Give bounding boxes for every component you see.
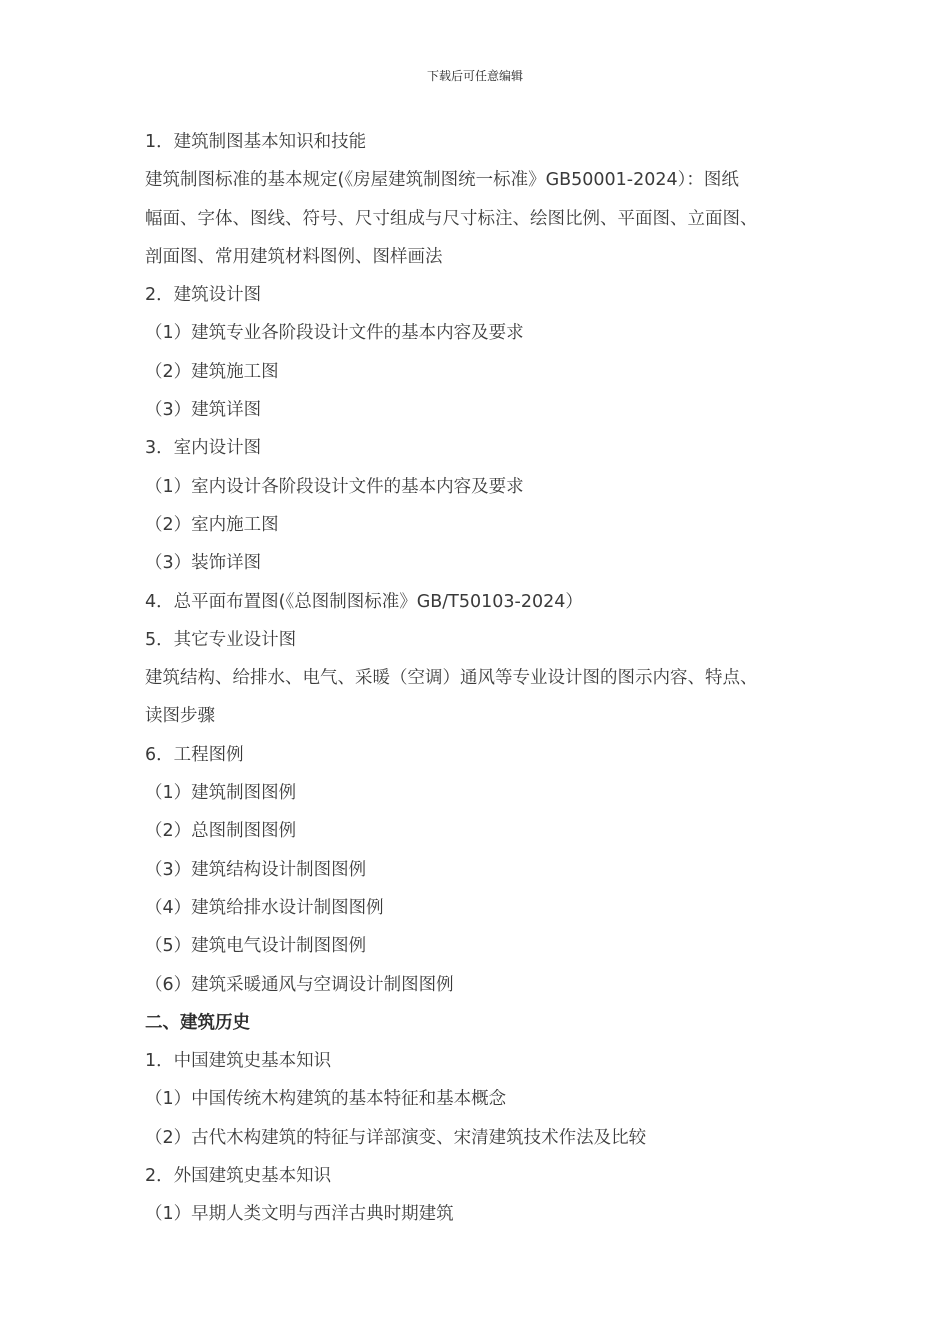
section-heading-site-plan: 4．总平面布置图(《总图制图标准》GB/T50103-2024） — [145, 591, 583, 612]
paragraph-line: 剖面图、常用建筑材料图例、图样画法 — [145, 246, 443, 267]
list-item: （5）建筑电气设计制图图例 — [145, 936, 367, 957]
list-item: （1）中国传统木构建筑的基本特征和基本概念 — [145, 1089, 507, 1110]
paragraph-line: 建筑制图标准的基本规定(《房屋建筑制图统一标准》GB50001-2024）：图纸 — [145, 170, 739, 191]
list-item: （2）总图制图图例 — [145, 821, 297, 842]
list-item: （3）建筑详图 — [145, 400, 262, 421]
paragraph-line: 幅面、字体、图线、符号、尺寸组成与尺寸标注、绘图比例、平面图、立面图、 — [145, 208, 758, 229]
section-heading-other-disciplines: 5．其它专业设计图 — [145, 629, 297, 650]
list-item: （1）室内设计各阶段设计文件的基本内容及要求 — [145, 476, 524, 497]
list-item: （2）建筑施工图 — [145, 361, 279, 382]
list-item: （1）早期人类文明与西洋古典时期建筑 — [145, 1204, 454, 1225]
list-item: （1）建筑制图图例 — [145, 783, 297, 804]
section-heading-foreign-history: 2．外国建筑史基本知识 — [145, 1166, 332, 1187]
page-header: 下载后可任意编辑 — [426, 69, 523, 83]
section-heading-chinese-history: 1．中国建筑史基本知识 — [145, 1051, 332, 1072]
list-item: （3）装饰详图 — [145, 553, 262, 574]
list-item: （2）古代木构建筑的特征与详部演变、宋清建筑技术作法及比较 — [145, 1127, 647, 1148]
chapter-heading-history: 二、建筑历史 — [145, 1012, 250, 1033]
section-heading-interior-design: 3．室内设计图 — [145, 438, 262, 459]
document-body — [145, 123, 825, 1234]
list-item: （3）建筑结构设计制图图例 — [145, 859, 367, 880]
list-item: （4）建筑给排水设计制图图例 — [145, 897, 384, 918]
list-item: （1）建筑专业各阶段设计文件的基本内容及要求 — [145, 323, 524, 344]
paragraph-line: 读图步骤 — [145, 706, 215, 727]
section-heading-architectural-design: 2．建筑设计图 — [145, 285, 262, 306]
list-item: （2）室内施工图 — [145, 514, 279, 535]
list-item: （6）建筑采暖通风与空调设计制图图例 — [145, 974, 454, 995]
section-heading-legends: 6．工程图例 — [145, 744, 244, 765]
section-heading-drafting: 1．建筑制图基本知识和技能 — [145, 132, 367, 152]
paragraph-line: 建筑结构、给排水、电气、采暖（空调）通风等专业设计图的图示内容、特点、 — [145, 668, 758, 689]
